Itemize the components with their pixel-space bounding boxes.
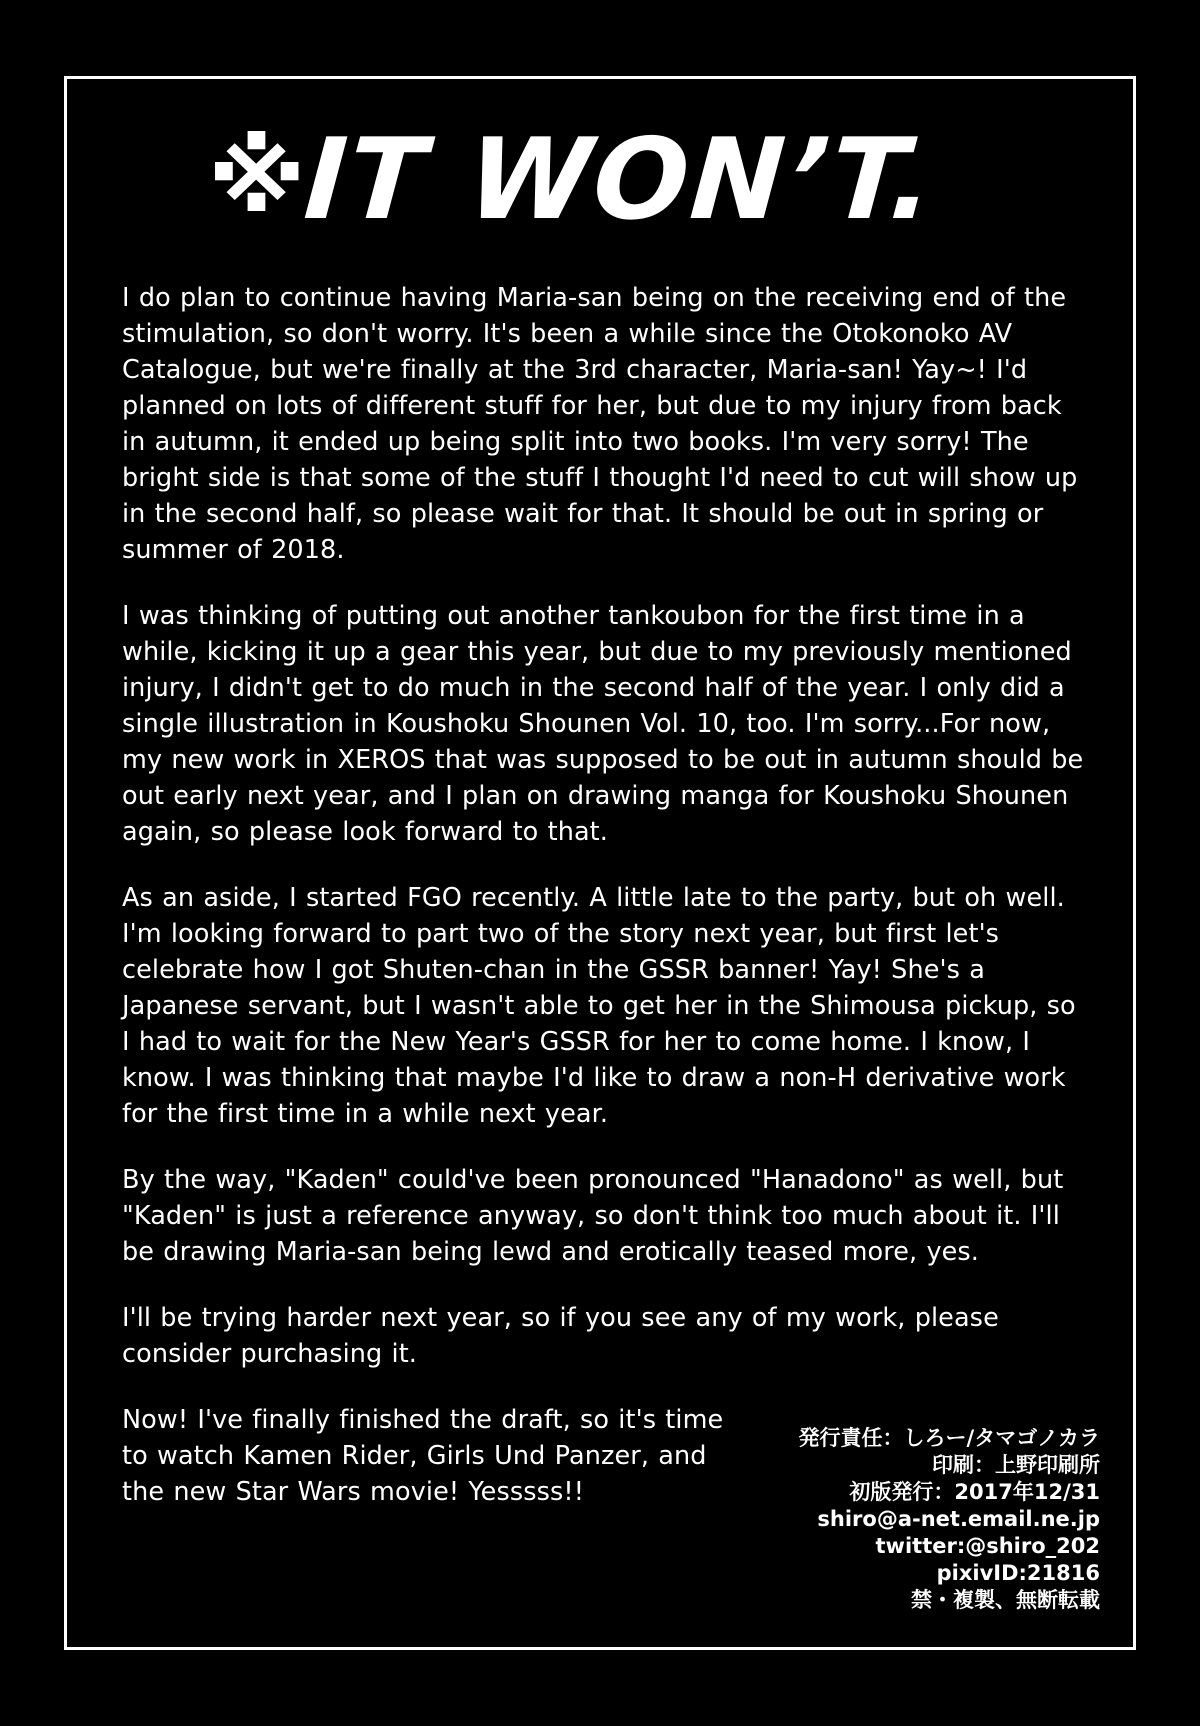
colophon-twitter-line: twitter:@shiro_202 — [875, 1534, 1100, 1558]
paragraph: I'll be trying harder next year, so if you see any of my work, please consider purchasing it. — [122, 1303, 999, 1369]
colophon-copyright-notice-line: 禁・複製、無断転載 — [911, 1588, 1100, 1612]
paragraph: As an aside, I started FGO recently. A little late to the party, but oh well. I'm looking forward to part two of the story next year, but first let's celebrate how I got Shuten-chan in the GSSR banner! Yay! She's a Japanese servant, but I wasn't able to get her in the Shimousa pickup, so I had to wait for the New Year's GSSR for her to come home. I know, I know. I was thinking that maybe I'd like to draw a non-H derivative work for the first time in a while next year. — [122, 883, 1076, 1129]
colophon-pixiv-id-line: pixivID:21816 — [936, 1561, 1100, 1585]
page-title — [92, 110, 1096, 250]
paragraph: I do plan to continue having Maria-san being on the receiving end of the stimulation, so don't worry. It's been a while since the Otokonoko AV Catalogue, but we're finally at the 3rd character, Maria-san! Yay~! I'd planned on lots of different stuff for her, but due to my injury from back in autumn, it ended up being split into two books. I'm very sorry! The bright side is that some of the stuff I thought I'd need to cut will show up in the second half, so please wait for that. It should be out in spring or summer of 2018. — [122, 283, 1078, 565]
afterword-body — [92, 280, 1096, 1510]
kome-jirushi-reference-mark-icon: ※ — [207, 122, 304, 234]
colophon-email-line: shiro@a-net.email.ne.jp — [817, 1507, 1100, 1531]
paragraph: Now! I've finally finished the draft, so it's time to watch Kamen Rider, Girls Und Panzer, and the new Star Wars movie! Yesssss!! — [122, 1405, 724, 1507]
page-title-text: IT WON’T. — [300, 115, 940, 245]
paragraph: By the way, "Kaden" could've been pronounced "Hanadono" as well, but "Kaden" is just a reference anyway, so don't think too much about it. I'll be drawing Maria-san being lewd and erotically teased more, yes. — [122, 1165, 1064, 1267]
colophon-publisher-line: 発行責任：しろー/タマゴノカラ — [798, 1426, 1100, 1450]
colophon-first-edition-date-line: 初版発行：2017年12/31 — [849, 1480, 1100, 1504]
paragraph: I was thinking of putting out another tankoubon for the first time in a while, kicking it up a gear this year, but due to my previously mentioned injury, I didn't get to do much in the second half of the year. I only did a single illustration in Koushoku Shounen Vol. 10, too. I'm sorry...For now, my new work in XEROS that was supposed to be out in autumn should be out early next year, and I plan on drawing manga for Koushoku Shounen again, so please look forward to that. — [122, 601, 1084, 847]
colophon-printer-line: 印刷：上野印刷所 — [932, 1453, 1100, 1477]
page-content — [64, 76, 1136, 1650]
colophon-block — [799, 1425, 1100, 1614]
